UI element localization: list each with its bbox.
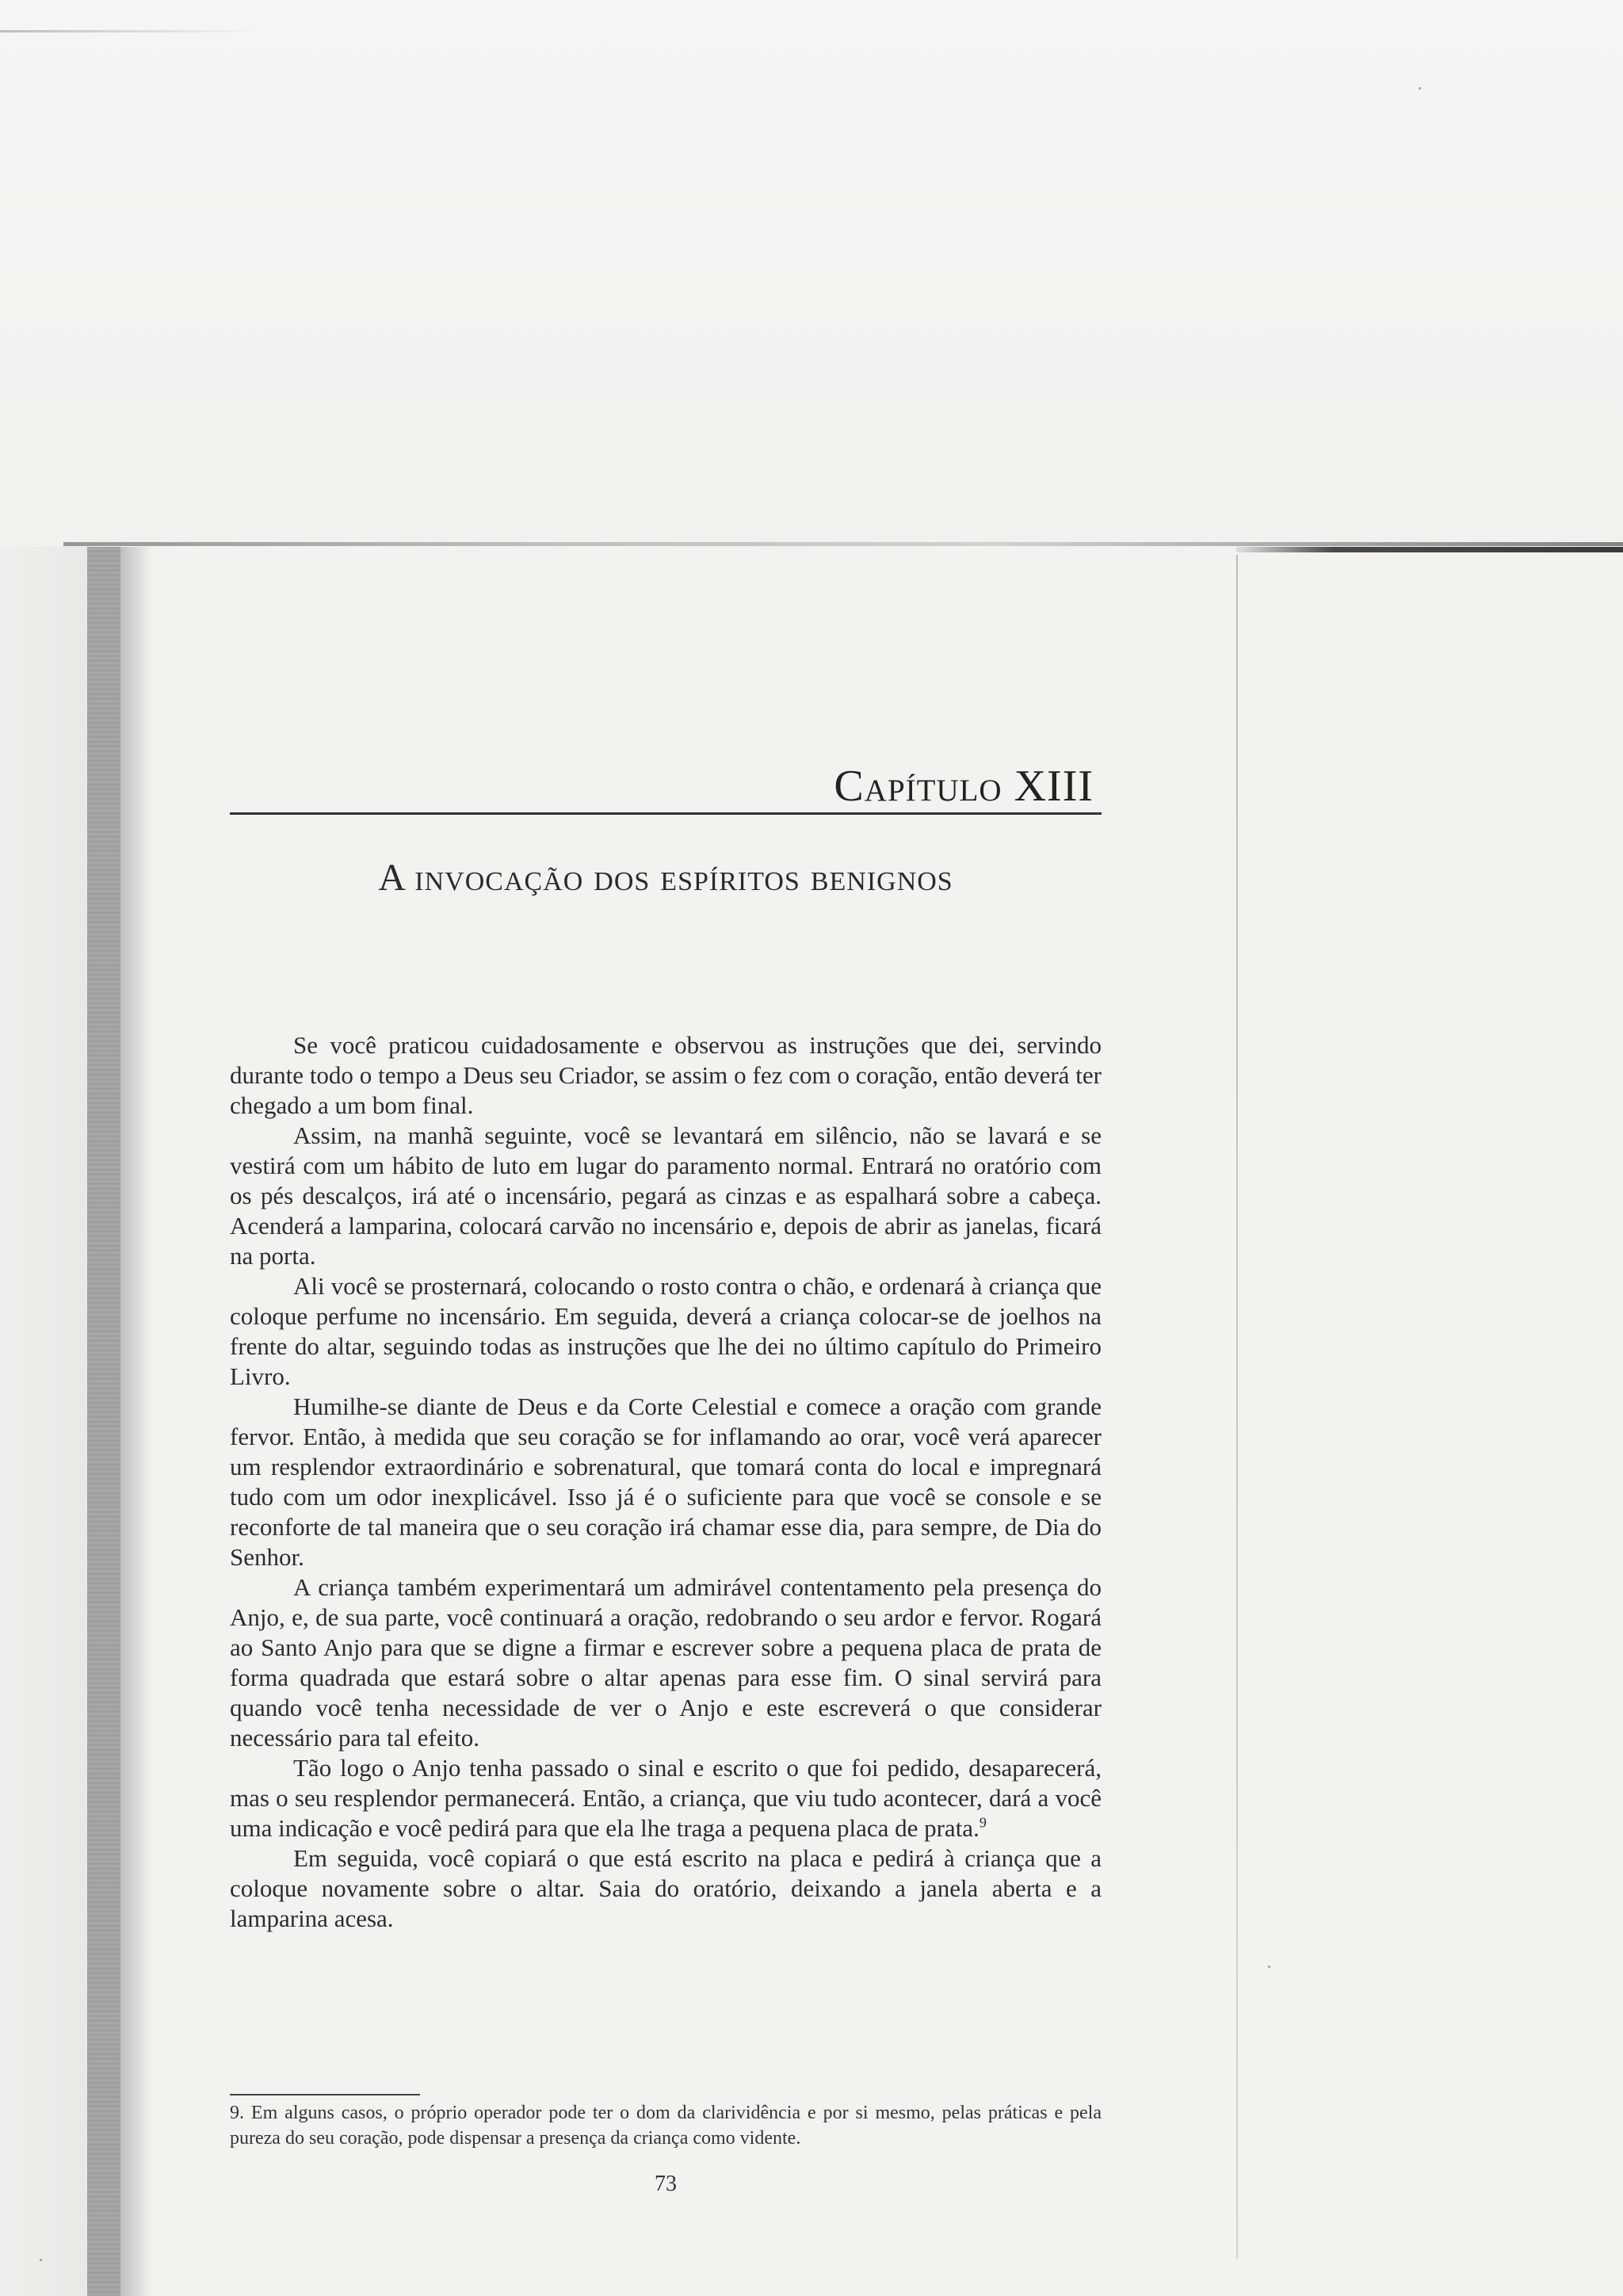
chapter-number: XIII	[1014, 762, 1094, 811]
page-number: 73	[655, 2172, 677, 2196]
sheet-seam-dark	[1236, 547, 1623, 552]
chapter-label: apítulo	[864, 762, 1002, 811]
sheet-seam	[63, 542, 1623, 546]
binding-gradient	[120, 547, 152, 2296]
book-page	[230, 555, 1102, 2259]
chapter-label-initial: C	[834, 762, 865, 811]
top-paper-edge	[0, 30, 262, 32]
footnote-rule	[230, 2094, 420, 2095]
scan-speck	[1268, 1966, 1270, 1968]
left-margin	[0, 547, 87, 2296]
paragraph: A criança também experimentará um admirável contentamento pela presença do Anjo, e, de sua parte, você continuará a oração, redobrando o seu ardor e fervor. Rogará ao Santo Anjo para que se digne a firmar e escrever sobre a pequena placa de prata de forma quadrada que estará sobre o altar apenas para esse fim. O sinal servirá para quando você tenha necessidade de ver o Anjo e este escreverá o que considerar necessário para tal efeito.	[230, 1573, 1102, 1752]
paragraph	[230, 1753, 1102, 1843]
paragraph: Se você praticou cuidadosamente e observou as instruções que dei, servindo durante todo o tempo a Deus seu Criador, se assim o fez com o coração, então deverá ter chegado a um bom final.	[230, 1031, 1102, 1119]
right-page-edge	[1236, 555, 1238, 2259]
chapter-heading	[834, 761, 1094, 812]
paragraph: Assim, na manhã seguinte, você se levantará em silêncio, não se lavará e se vestirá com um hábito de luto em lugar do paramento normal. Entrará no oratório com os pés descalços, irá até o incensário, pegará as cinzas e as espalhará sobre a cabeça. Acenderá a lamparina, colocará carvão no incensário e, depois de abrir as janelas, ficará na porta.	[230, 1121, 1102, 1270]
footnote-marker: 9	[979, 1814, 987, 1831]
body-text	[230, 1030, 1102, 1934]
section-title: A invocação dos espíritos benignos	[378, 857, 953, 899]
paragraph: Ali você se prosternará, colocando o rosto contra o chão, e ordenará à criança que coloque perfume no incensário. Em seguida, deverá a criança colocar-se de joelhos na frente do altar, seguindo todas as instruções que lhe dei no último capítulo do Primeiro Livro.	[230, 1272, 1102, 1390]
footnote: 9. Em alguns casos, o próprio operador pode ter o dom da clarividência e por si mesmo, pelas práticas e pela pureza do seu coração, pode dispensar a presença da criança como vidente.	[230, 2103, 1102, 2149]
scan-speck	[40, 2259, 42, 2261]
binding-shadow	[87, 547, 120, 2296]
paragraph-text: Tão logo o Anjo tenha passado o sinal e escrito o que foi pedido, desaparecerá, mas o seu resplendor permanecerá. Então, a criança, que viu tudo acontecer, dará a você uma indicação e você pedirá para que ela lhe traga a pequena placa de prata.	[230, 1754, 1102, 1842]
paragraph: Humilhe-se diante de Deus e da Corte Celestial e comece a oração com grande fervor. Então, à medida que seu coração se for inflamando ao orar, você verá aparecer um resplendor extraordinário e sobrenatural, que tomará conta do local e impregnará tudo com um odor inexplicável. Isso já é o suficiente para que você se console e se reconforte de tal maneira que o seu coração irá chamar esse dia, para sempre, de Dia do Senhor.	[230, 1392, 1102, 1571]
heading-rule	[230, 812, 1102, 815]
blank-top-sheet	[0, 0, 1623, 547]
scan-speck	[1419, 87, 1421, 90]
paragraph: Em seguida, você copiará o que está escrito na placa e pedirá à criança que a coloque novamente sobre o altar. Saia do oratório, deixando a janela aberta e a lamparina acesa.	[230, 1844, 1102, 1932]
